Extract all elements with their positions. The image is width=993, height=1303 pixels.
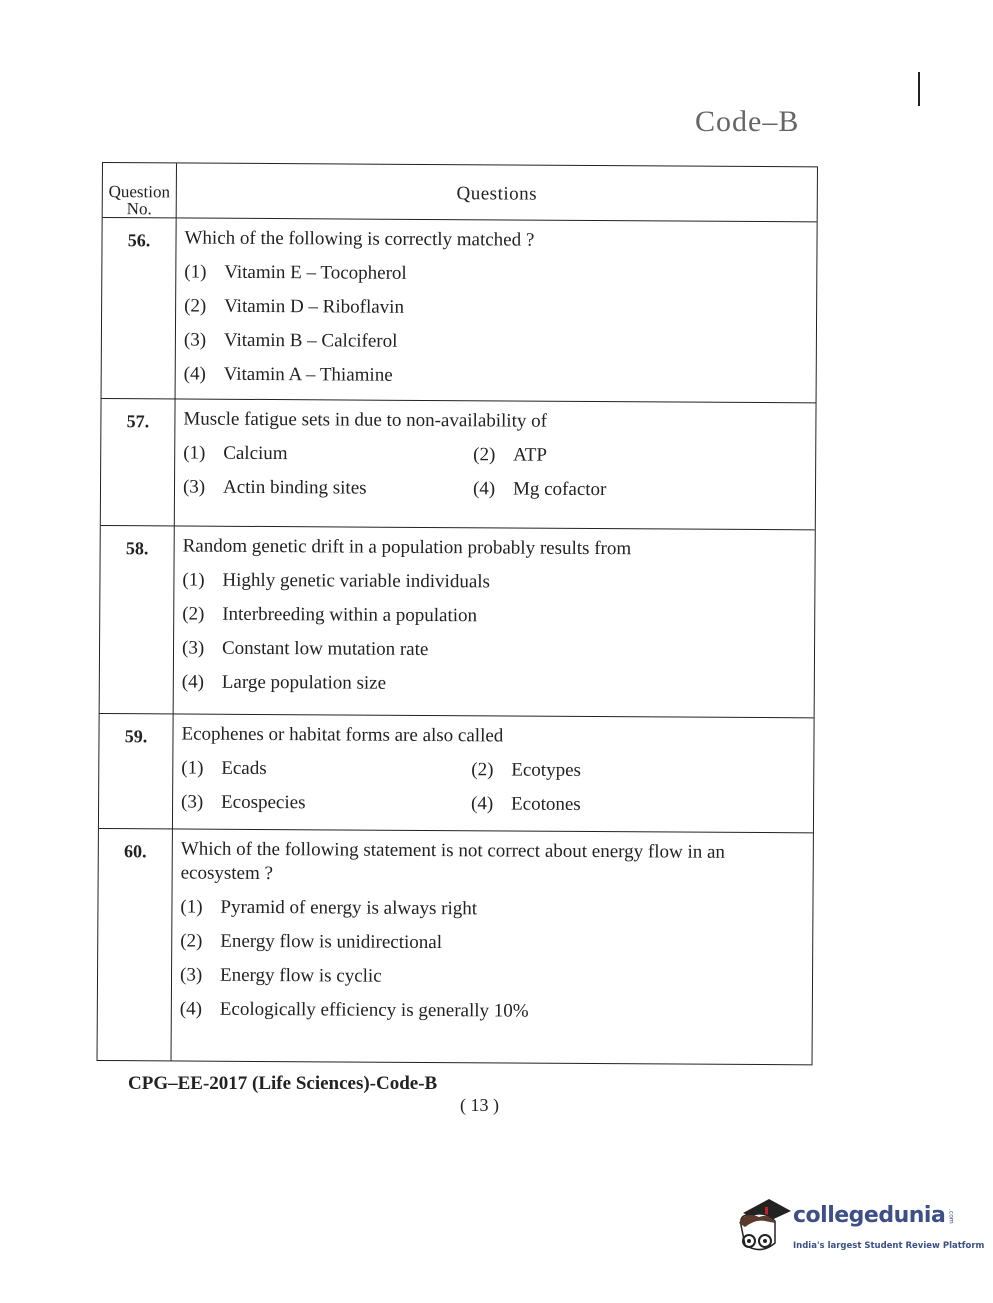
option-text: Ecospecies [221, 791, 306, 814]
option-number: (3) [179, 964, 203, 986]
questions-table [97, 162, 818, 1065]
option-number: (1) [180, 896, 203, 918]
option-text: Highly genetic variable individuals [222, 569, 491, 593]
option-number: (4) [181, 671, 205, 693]
options-list [180, 895, 805, 1025]
option [184, 295, 808, 323]
question-body [175, 399, 816, 529]
question-row [102, 217, 817, 402]
option-text: Ecologically efficiency is generally 10% [219, 998, 529, 1022]
option-number: (1) [183, 442, 206, 464]
option-text: Pyramid of energy is always right [220, 896, 478, 920]
header-questions: Questions [456, 183, 538, 205]
question-text: Muscle fatigue sets in due to non-availability of [183, 408, 548, 432]
option-number: (3) [183, 329, 207, 351]
options-list [184, 261, 809, 391]
logo-tagline: India's largest Student Review Platform [793, 1241, 985, 1251]
option-number: (1) [184, 261, 207, 283]
collegedunia-logo [735, 1195, 985, 1265]
option-number: (4) [472, 478, 496, 500]
page-number: ( 13 ) [460, 1095, 499, 1116]
option-number: (2) [180, 930, 203, 952]
question-number: 59. [99, 714, 174, 828]
options-list [183, 442, 807, 514]
option-text: Ecads [221, 757, 267, 780]
option-number: (4) [471, 793, 494, 815]
question-row [98, 828, 813, 1064]
option [183, 476, 473, 502]
option-text: Ecotypes [511, 759, 582, 781]
option-text: Large population size [221, 671, 387, 694]
option [181, 790, 471, 816]
option [180, 895, 804, 923]
option [180, 997, 804, 1025]
header-question-no: Question No. [103, 163, 177, 217]
scan-mark [918, 72, 920, 106]
option-text: Calcium [223, 442, 288, 465]
option-text: Vitamin D – Riboflavin [224, 295, 405, 318]
question-body [172, 829, 813, 1064]
option-number: (2) [182, 603, 205, 625]
options-list [181, 756, 805, 828]
option [183, 442, 473, 468]
option [182, 602, 806, 630]
question-body [173, 714, 814, 832]
question-body [174, 526, 815, 717]
option-number: (1) [181, 757, 204, 779]
option [182, 670, 806, 698]
option-text: Mg cofactor [512, 478, 607, 501]
question-text: Random genetic drift in a population probably results from [182, 535, 632, 560]
option-text: Vitamin B – Calciferol [223, 329, 398, 352]
option [471, 758, 805, 784]
option [180, 963, 804, 991]
mascot-icon [735, 1195, 793, 1265]
option [473, 443, 807, 469]
option [473, 477, 807, 503]
question-body [176, 218, 817, 402]
logo-wordmark [793, 1203, 954, 1228]
option-number: (2) [473, 444, 496, 466]
option-text: Constant low mutation rate [221, 637, 429, 661]
option-number: (4) [179, 998, 203, 1020]
question-rows [98, 217, 817, 1064]
table-header [103, 163, 817, 221]
footer-title: CPG–EE-2017 (Life Sciences)-Code-B [128, 1073, 438, 1095]
option [181, 756, 471, 782]
question-text: Which of the following statement is not correct about energy flow in an ecosystem ? [180, 838, 726, 885]
option [184, 363, 808, 391]
option-text: Energy flow is unidirectional [220, 930, 443, 954]
option [184, 329, 808, 357]
option [184, 261, 808, 289]
question-number: 60. [98, 829, 173, 1060]
option-number: (3) [181, 637, 205, 659]
option-number: (3) [182, 476, 206, 498]
option-number: (3) [181, 791, 204, 813]
option [182, 636, 806, 664]
question-row [99, 713, 814, 832]
question-text: Ecophenes or habitat forms are also called [181, 723, 504, 747]
option-text: Interbreeding within a population [222, 603, 478, 627]
logo-name: collegedunia [793, 1203, 946, 1228]
question-row [100, 525, 815, 717]
option-text: Actin binding sites [222, 476, 367, 499]
question-number: 56. [102, 218, 177, 398]
option-text: Vitamin A – Thiamine [223, 363, 393, 386]
option [471, 792, 805, 818]
option-number: (2) [471, 759, 494, 781]
option-number: (4) [183, 363, 206, 385]
question-number: 58. [100, 526, 175, 713]
question-text: Which of the following is correctly matched ? [184, 227, 535, 251]
option-number: (2) [184, 295, 207, 317]
option-text: ATP [513, 444, 548, 466]
logo-suffix: .com [947, 1209, 955, 1224]
option-text: Ecotones [511, 793, 581, 815]
options-list [182, 568, 807, 698]
question-number: 57. [101, 399, 176, 525]
option [180, 929, 804, 957]
question-row [101, 398, 816, 529]
option-number: (1) [182, 569, 205, 591]
paper-code: Code–B [695, 105, 800, 138]
option-text: Vitamin E – Tocopherol [224, 261, 407, 284]
option-text: Energy flow is cyclic [219, 964, 382, 987]
option [182, 568, 806, 596]
